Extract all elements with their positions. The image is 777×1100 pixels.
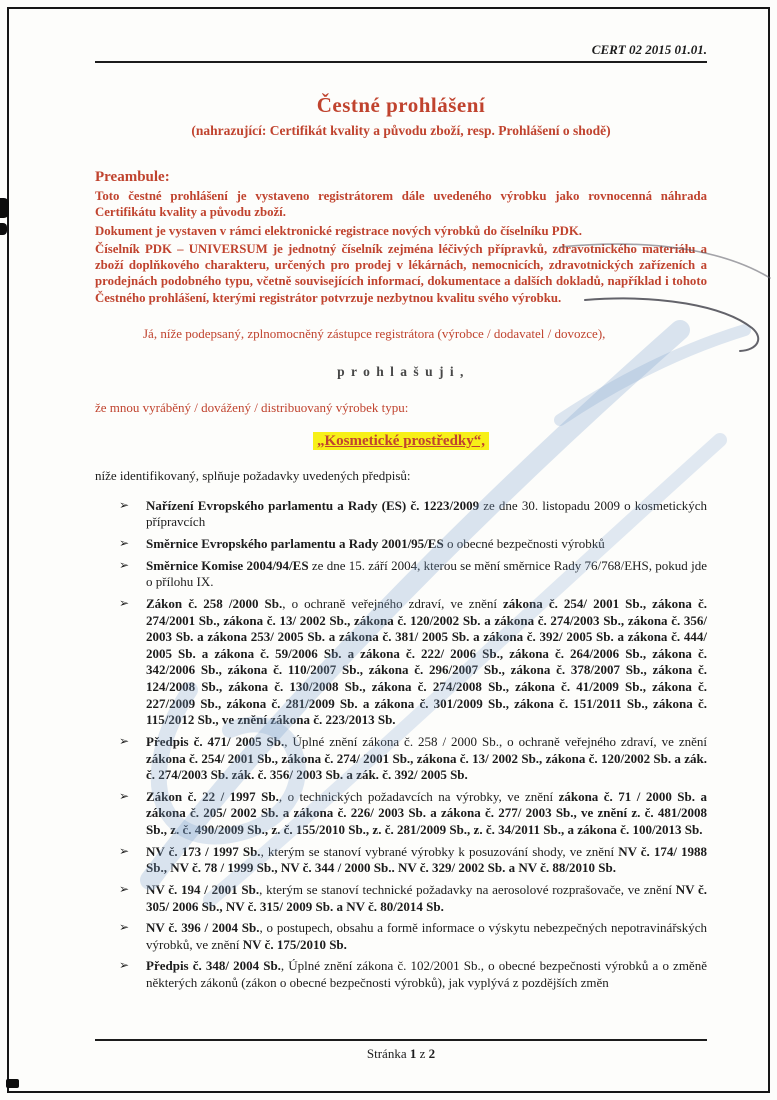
regulation-reference: Směrnice Komise 2004/94/ES [146, 557, 309, 573]
document-title: Čestné prohlášení [316, 93, 486, 117]
regulation-item [119, 958, 707, 991]
regulation-item [119, 882, 707, 915]
document-subtitle: (nahrazující: Certifikát kvality a původu zboží, resp. Prohlášení o shodě) [191, 123, 611, 138]
regulation-reference: Zákon č. 258 /2000 Sb. [146, 595, 283, 611]
regulation-item [119, 844, 707, 877]
product-type-highlight: „Kosmetické prostředky“, [313, 432, 489, 450]
footer-total-pages: 2 [428, 1046, 436, 1061]
footer-page-number: 1 [409, 1046, 417, 1061]
regulation-item [119, 789, 707, 839]
regulation-item [119, 558, 707, 591]
regulation-reference: Nařízení Evropského parlamentu a Rady (ES) č. 1223/2009 [146, 497, 480, 513]
regulation-text: ze dne 15. září 2004, kterou se mění směrnice Rady 76/768/EHS, pokud jde o přílohu IX. [146, 557, 707, 590]
regulation-text: o obecné bezpečnosti výrobků [443, 536, 605, 551]
scan-artifact [6, 1079, 19, 1088]
arrow-bullet-icon: ➢ [119, 920, 130, 935]
regulation-reference: Předpis č. 348/ 2004 Sb. [146, 958, 281, 974]
regulation-reference: Směrnice Evropského parlamentu a Rady 2001/95/ES [146, 536, 444, 551]
product-type-line: že mnou vyráběný / dovážený / distribuovaný výrobek typu: [95, 399, 409, 415]
regulation-reference: NV č. 173 / 1997 Sb. [146, 843, 261, 859]
regulation-reference: zákona č. 254/ 2001 Sb., zákona č. 274/2001 Sb., zákona č. 13/ 2002 Sb., zákona č. 120/2002 Sb. a zákona č. 274/2003 Sb., zákona č. 356/ 2003 Sb. a zákona 253/ 2005 Sb. a zákona č. 381/ 2005 Sb. a zákona č. 392/ 2005 Sb. a zákona č. 444/ 2005 Sb. a zákona č. 59/2006 Sb. a zákona č. 222/ 2006 Sb., zákona č. 264/2006 Sb., zákona č. 342/2006 Sb., zákona č. 110/2007 Sb., zákona č. 296/2007 Sb., zákona č. 378/2007 Sb., zákona č. 124/2008 Sb., zákona č. 130/2008 Sb., zákona č. 274/2008 Sb., zákona č. 41/2009 Sb., zákona č. 227/2009 Sb., zákona č. 281/2009 Sb. a zákona č. 301/2009 Sb., zákona č. 151/2011 Sb., zákona č. 115/2012 Sb., ve znění zákona č. 223/2013 Sb. [146, 595, 707, 728]
regulation-item [119, 734, 707, 784]
preamble-paragraphs [95, 188, 707, 306]
regulation-text: , Úplné znění zákona č. 102/2001 Sb., o obecné bezpečnosti výrobků a o změně některých zákonů (zákon o obecné bezpečnosti výrobků), jak vyplývá z pozdějších změn [146, 958, 707, 990]
regulation-reference: Zákon č. 22 / 1997 Sb. [146, 788, 279, 804]
regulation-text: , Úplné znění zákona č. 258 / 2000 Sb., o ochraně veřejného zdraví, ve znění [284, 733, 707, 749]
scan-artifact [0, 198, 9, 218]
arrow-bullet-icon: ➢ [119, 497, 130, 512]
arrow-bullet-icon: ➢ [119, 595, 130, 610]
arrow-bullet-icon: ➢ [119, 788, 130, 803]
regulation-reference: NV č. 174/ 1988 Sb., NV č. 78 / 1999 Sb., NV č. 344 / 2000 Sb.. NV č. 329/ 2002 Sb. a NV č. 88/2010 Sb. [146, 843, 707, 876]
regulation-item [119, 920, 707, 953]
arrow-bullet-icon: ➢ [119, 536, 130, 550]
arrow-bullet-icon: ➢ [119, 733, 130, 748]
regulation-reference: NV č. 305/ 2006 Sb., NV č. 315/ 2009 Sb. a NV č. 80/2014 Sb. [146, 881, 707, 914]
document-body [95, 42, 707, 997]
regulation-text: ze dne 30. listopadu 2009 o kosmetických přípravcích [146, 497, 707, 530]
regulation-reference: NV č. 396 / 2004 Sb. [146, 920, 260, 936]
page-footer [95, 1039, 707, 1062]
product-type-wrap [95, 432, 707, 450]
regulation-text: , o postupech, obsahu a formě informace o výskytu nebezpečných nepotravinářských výrobků, ve znění [146, 920, 707, 952]
regulation-reference: NV č. 194 / 2001 Sb. [146, 881, 260, 897]
regulation-reference: NV č. 175/2010 Sb. [242, 936, 347, 952]
regulation-text: , kterým se stanoví technické požadavky na aerosolové rozprašovače, ve znění [259, 881, 676, 897]
regulation-item [119, 596, 707, 729]
footer-separator: z [419, 1046, 426, 1061]
regulation-reference: zákona č. 254/ 2001 Sb., zákona č. 274/ 2001 Sb., zákona č. 13/ 2002 Sb., zákona č. 120/2002 Sb. a zák. č. 274/2003 Sb. zák. č. 356/ 2003 Sb. a zák. č. 392/ 2005 Sb. [146, 750, 707, 783]
arrow-bullet-icon: ➢ [119, 557, 130, 572]
scan-artifact [0, 223, 7, 235]
declaration-verb: p r o h l a š u j i , [337, 363, 465, 379]
arrow-bullet-icon: ➢ [119, 881, 130, 896]
regulation-item [119, 498, 707, 531]
regulation-text: , o technických požadavcích na výrobky, ve znění [278, 788, 559, 804]
regulation-reference: Předpis č. 471/ 2005 Sb. [146, 733, 285, 749]
compliance-line: níže identifikovaný, splňuje požadavky uvedených předpisů: [95, 467, 411, 483]
preamble-paragraph: Číselník PDK – UNIVERSUM je jednotný číselník zejména léčivých přípravků, zdravotnického materiálu a zboží doplňkového charakteru, určených pro prodej v lékárnách, nemocnicích, zdravotnických zařízeních a prodejnách podobného typu, včetně souvisejících informací, dokumentace a dalších dokladů, například i tohoto Čestného prohlášení, kterými registrátor potvrzuje nezbytnou kvalitu svého výrobku. [95, 241, 707, 305]
preamble-paragraph: Dokument je vystaven v rámci elektronické registrace nových výrobků do číselníku PDK. [95, 223, 582, 238]
regulation-text: , kterým se stanoví vybrané výrobky k posuzování shody, ve znění [260, 843, 619, 859]
preamble-paragraph: Toto čestné prohlášení je vystaveno registrátorem dále uvedeného výrobku jako rovnocenná náhrada Certifikátu kvality a původu zboží. [95, 189, 707, 220]
arrow-bullet-icon: ➢ [119, 958, 130, 973]
regulations-list [95, 498, 707, 992]
regulation-item [119, 536, 707, 553]
regulation-reference: zákona č. 71 / 2000 Sb. a zákona č. 205/ 2002 Sb. a zákona č. 226/ 2003 Sb. a zákona č. 277/ 2003 Sb., ve znění z. č. 481/2008 Sb., z. č. 490/2009 Sb., z. č. 155/2010 Sb., z. č. 281/2009 Sb., z. č. 34/2011 Sb., a zákona č. 100/2013 Sb. [146, 788, 707, 837]
preamble-heading: Preambule: [95, 169, 170, 185]
doc-code: CERT 02 2015 01.01. [591, 42, 707, 57]
doc-header [95, 42, 707, 63]
footer-label: Stránka [366, 1046, 407, 1061]
declaration-intro: Já, níže podepsaný, zplnomocněný zástupce registrátora (výrobce / dodavatel / dovozce), [143, 325, 606, 341]
regulation-text: , o ochraně veřejného zdraví, ve znění [282, 595, 504, 611]
arrow-bullet-icon: ➢ [119, 843, 130, 858]
